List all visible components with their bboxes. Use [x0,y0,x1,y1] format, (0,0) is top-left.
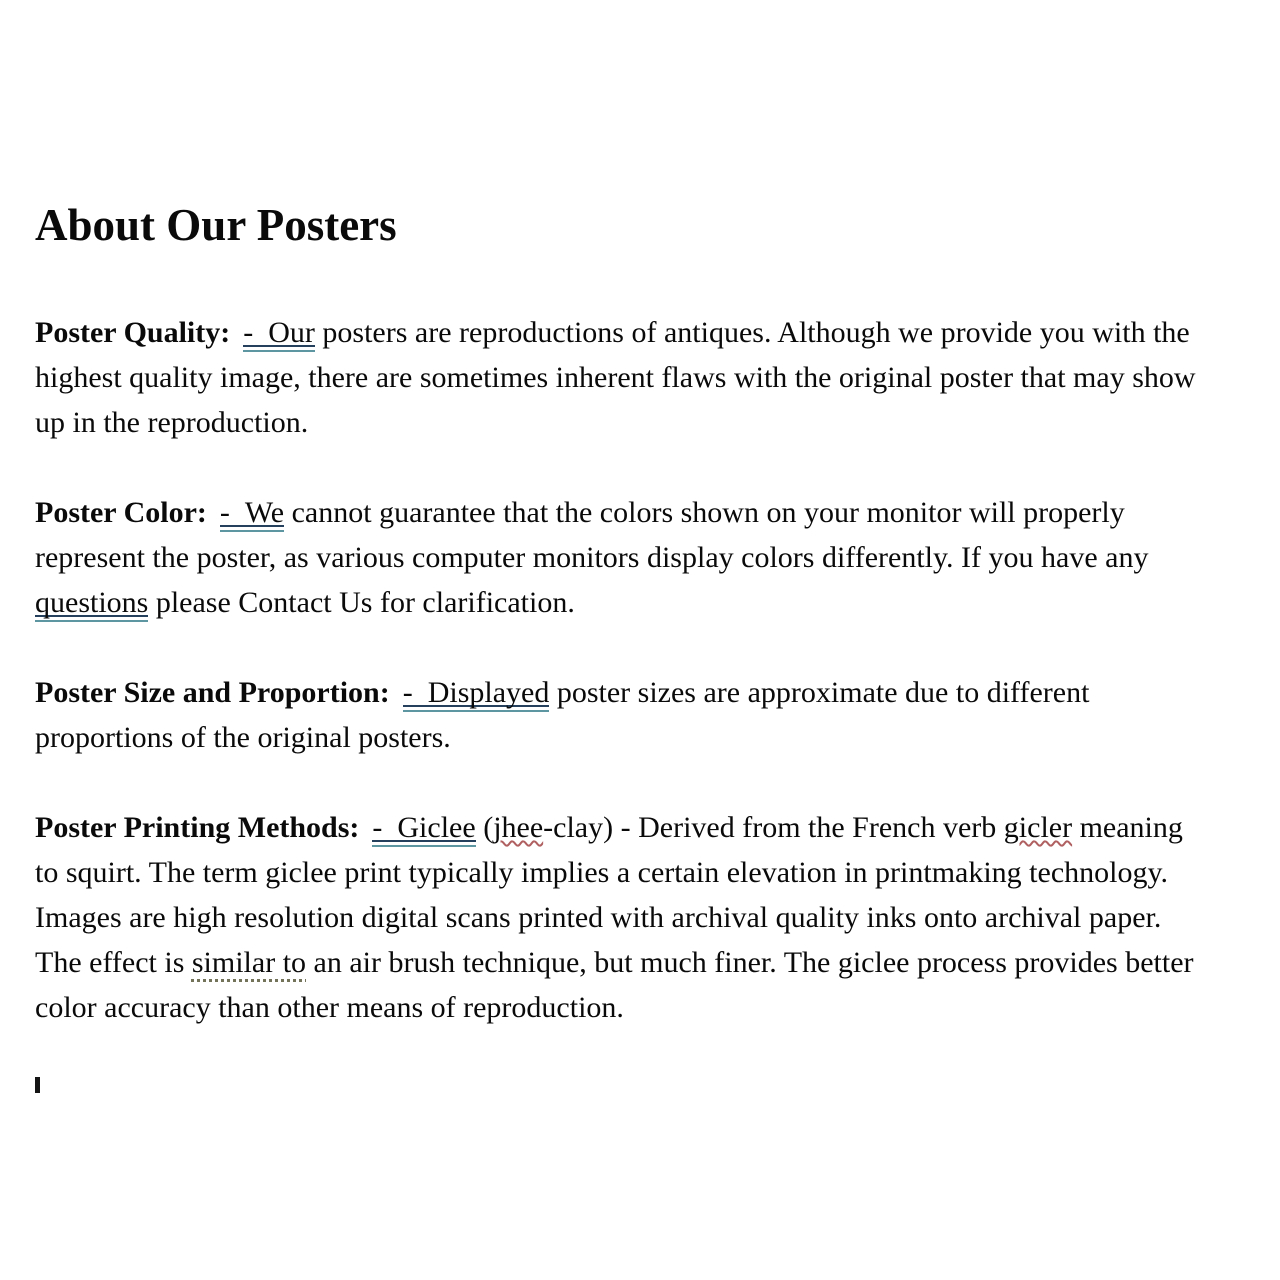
spellcheck-underline-jhee: jhee [493,811,544,844]
spellcheck-underline-gicler: gicler [1003,811,1073,844]
paragraph-printing-text-1: ( [475,811,494,844]
page-title: About Our Posters [35,200,397,250]
paragraph-printing-text-3: meaning to squirt. The term giclee print typically implies a certain elevation in printmaking technology. Images are high resolution digital scans printed with archival quality inks onto archival paper. The effect is [35,811,1183,979]
paragraph-quality-text: posters are reproductions of antiques. Although we provide you with the highest quality image, there are sometimes inherent flaws with the original poster that may show up in the reproduction. [35,316,1196,439]
grammar-underline-similar-to: similar to [191,946,307,979]
paragraph-color-text-2: please Contact Us for clarification. [148,586,575,619]
section-heading-size: Poster Size and Proportion: [35,676,390,709]
paragraph-color-text-1: cannot guarantee that the colors shown on your monitor will properly represent the poster, as various computer monitors display colors differently. If you have any [35,496,1149,574]
inline-link-displayed[interactable]: - Displayed [403,676,550,712]
paragraph-printing-text-2: -clay) - Derived from the French verb [543,811,1004,844]
section-heading-color: Poster Color: [35,496,207,529]
paragraph-printing-text-4: an air brush technique, but much finer. The giclee process provides better color accuracy than other means of reproduction. [35,946,1194,1024]
inline-link-questions[interactable]: questions [35,586,148,622]
section-heading-quality: Poster Quality: [35,316,231,349]
inline-link-giclee[interactable]: - Giclee [372,811,475,847]
paragraph-poster-color [35,490,1212,625]
text-cursor [35,1077,40,1093]
paragraph-poster-quality [35,310,1212,445]
paragraph-size-text: poster sizes are approximate due to different proportions of the original posters. [35,676,1090,754]
inline-link-our[interactable]: - Our [243,316,315,352]
section-heading-printing: Poster Printing Methods: [35,811,360,844]
paragraph-poster-size [35,670,1212,760]
inline-link-we[interactable]: - We [220,496,284,532]
paragraph-poster-printing [35,805,1212,1030]
